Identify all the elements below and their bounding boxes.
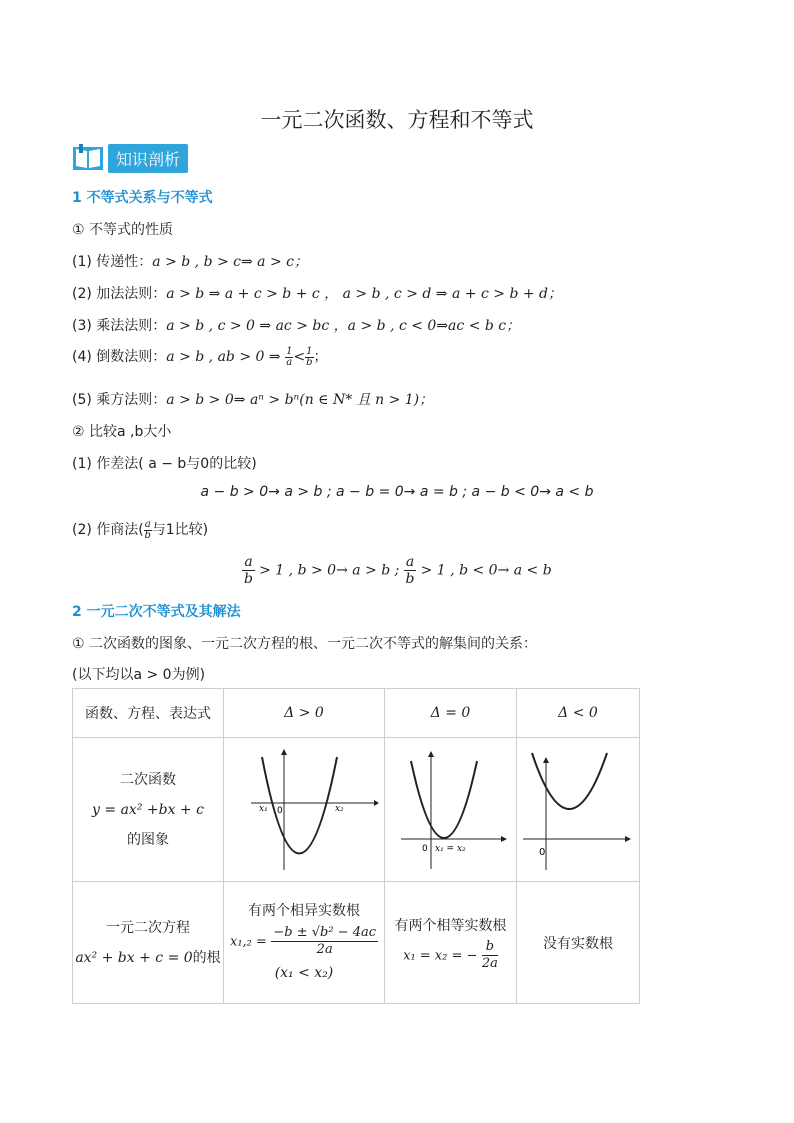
page-title: 一元二次函数、方程和不等式 xyxy=(260,108,534,132)
property-label: (1) 传递性： xyxy=(72,254,153,270)
fraction: $\frac{1}{a}$ xyxy=(286,345,293,368)
property-expr: a > b , ab > 0 ⇒ xyxy=(166,349,281,365)
property-line xyxy=(72,283,562,303)
origin-label: 0 xyxy=(421,843,428,854)
x1-label: x₁ xyxy=(259,803,268,814)
subheading: ② 比较a ,b大小 xyxy=(72,424,172,440)
table-header-cell: Δ > 0 xyxy=(224,689,385,738)
relation-table xyxy=(72,688,640,1004)
parabola-one-root-graph xyxy=(391,745,511,875)
table-header-cell: Δ = 0 xyxy=(385,689,517,738)
method-expr: a − b > 0→ a > b ; a − b = 0→ a = b ; a − b < 0→ a < b xyxy=(200,484,594,500)
roots-cell: 没有实数根 xyxy=(517,882,640,1004)
graph-cell xyxy=(517,738,640,882)
subheading: ① 二次函数的图象、一元二次方程的根、一元二次不等式的解集间的关系： xyxy=(72,636,537,652)
property-expr: a > b , b > c⇒ a > c； xyxy=(152,254,309,270)
banner-label: 知识剖析 xyxy=(108,144,188,173)
table-row xyxy=(73,689,640,738)
table-row xyxy=(73,738,640,882)
origin-label: 0 xyxy=(277,805,283,816)
row-label-cell: 一元二次方程 ax² + bx + c = 0的根 xyxy=(73,882,224,1004)
section-heading: 1 不等式关系与不等式 xyxy=(72,190,213,206)
method-label: (2) 作商法( $\frac{a}{b}$ 与1比较) xyxy=(72,518,209,541)
graph-cell xyxy=(385,738,517,882)
parabola-two-roots-graph xyxy=(229,745,379,875)
property-expr: a > b , c > 0 ⇒ ac > bc ，a > b , c < 0⇒ac < b c； xyxy=(166,318,521,334)
fraction: $\frac{a}{b}$ xyxy=(144,518,151,541)
property-line: (4) 倒数法则：a > b , ab > 0 ⇒ $\frac{1}{a}$ < $\frac{1}{b}$ ； xyxy=(72,345,328,368)
x1-equals-x2-label: x₁ = x₂ xyxy=(434,843,466,854)
property-line xyxy=(72,251,308,271)
property-line xyxy=(72,315,520,335)
roots-cell: 有两个相等实数根 x₁ = x₂ = − $\frac{b}{2a}$ xyxy=(385,882,517,1004)
note: (以下均以a > 0为例) xyxy=(72,667,206,683)
fraction: $\frac{b}{2a}$ xyxy=(481,939,498,971)
open-book-icon xyxy=(72,144,104,172)
method-expr: $\frac{a}{b}$ > 1 , b > 0→ a > b ; $\frac{a}{b}$ > 1 , b < 0→ a < b xyxy=(244,554,552,587)
property-label: (3) 乘法法则： xyxy=(72,318,167,334)
parabola-no-root-graph xyxy=(521,745,636,875)
method-label: (1) 作差法( a − b与0的比较) xyxy=(72,456,257,472)
origin-label: 0 xyxy=(538,846,545,858)
property-expr: a > b ⇒ a + c > b + c ， a > b , c > d ⇒ a + c > b + d； xyxy=(166,286,562,302)
property-label: (4) 倒数法则： xyxy=(72,349,167,365)
x2-label: x₂ xyxy=(335,803,344,814)
fraction: $\frac{a}{b}$ xyxy=(244,554,253,587)
property-label: (5) 乘方法则： xyxy=(72,392,167,408)
table-header-cell: 函数、方程、表达式 xyxy=(73,689,224,738)
fraction: $\frac{1}{b}$ xyxy=(306,345,313,368)
property-line xyxy=(72,389,433,409)
section-banner xyxy=(72,143,188,173)
table-header-cell: Δ < 0 xyxy=(517,689,640,738)
subheading: ① 不等式的性质 xyxy=(72,222,174,238)
table-row xyxy=(73,882,640,1004)
section-heading: 2 一元二次不等式及其解法 xyxy=(72,604,241,620)
property-label: (2) 加法法则： xyxy=(72,286,167,302)
quadratic-formula: $\frac{\text{−b ± √b² − 4ac}}{2a}$ xyxy=(273,925,377,957)
roots-cell: 有两个相异实数根 x₁,₂ = $\frac{\text{−b ± √b² − 4ac}}{2a}$ (x₁ < x₂) xyxy=(224,882,385,1004)
property-expr: a > b > 0⇒ aⁿ > bⁿ(n ∈ N* 且 n > 1)； xyxy=(166,392,434,408)
fraction: $\frac{a}{b}$ xyxy=(405,554,415,587)
graph-cell xyxy=(224,738,385,882)
row-label-cell: 二次函数 y = ax² +bx + c 的图象 xyxy=(73,738,224,882)
